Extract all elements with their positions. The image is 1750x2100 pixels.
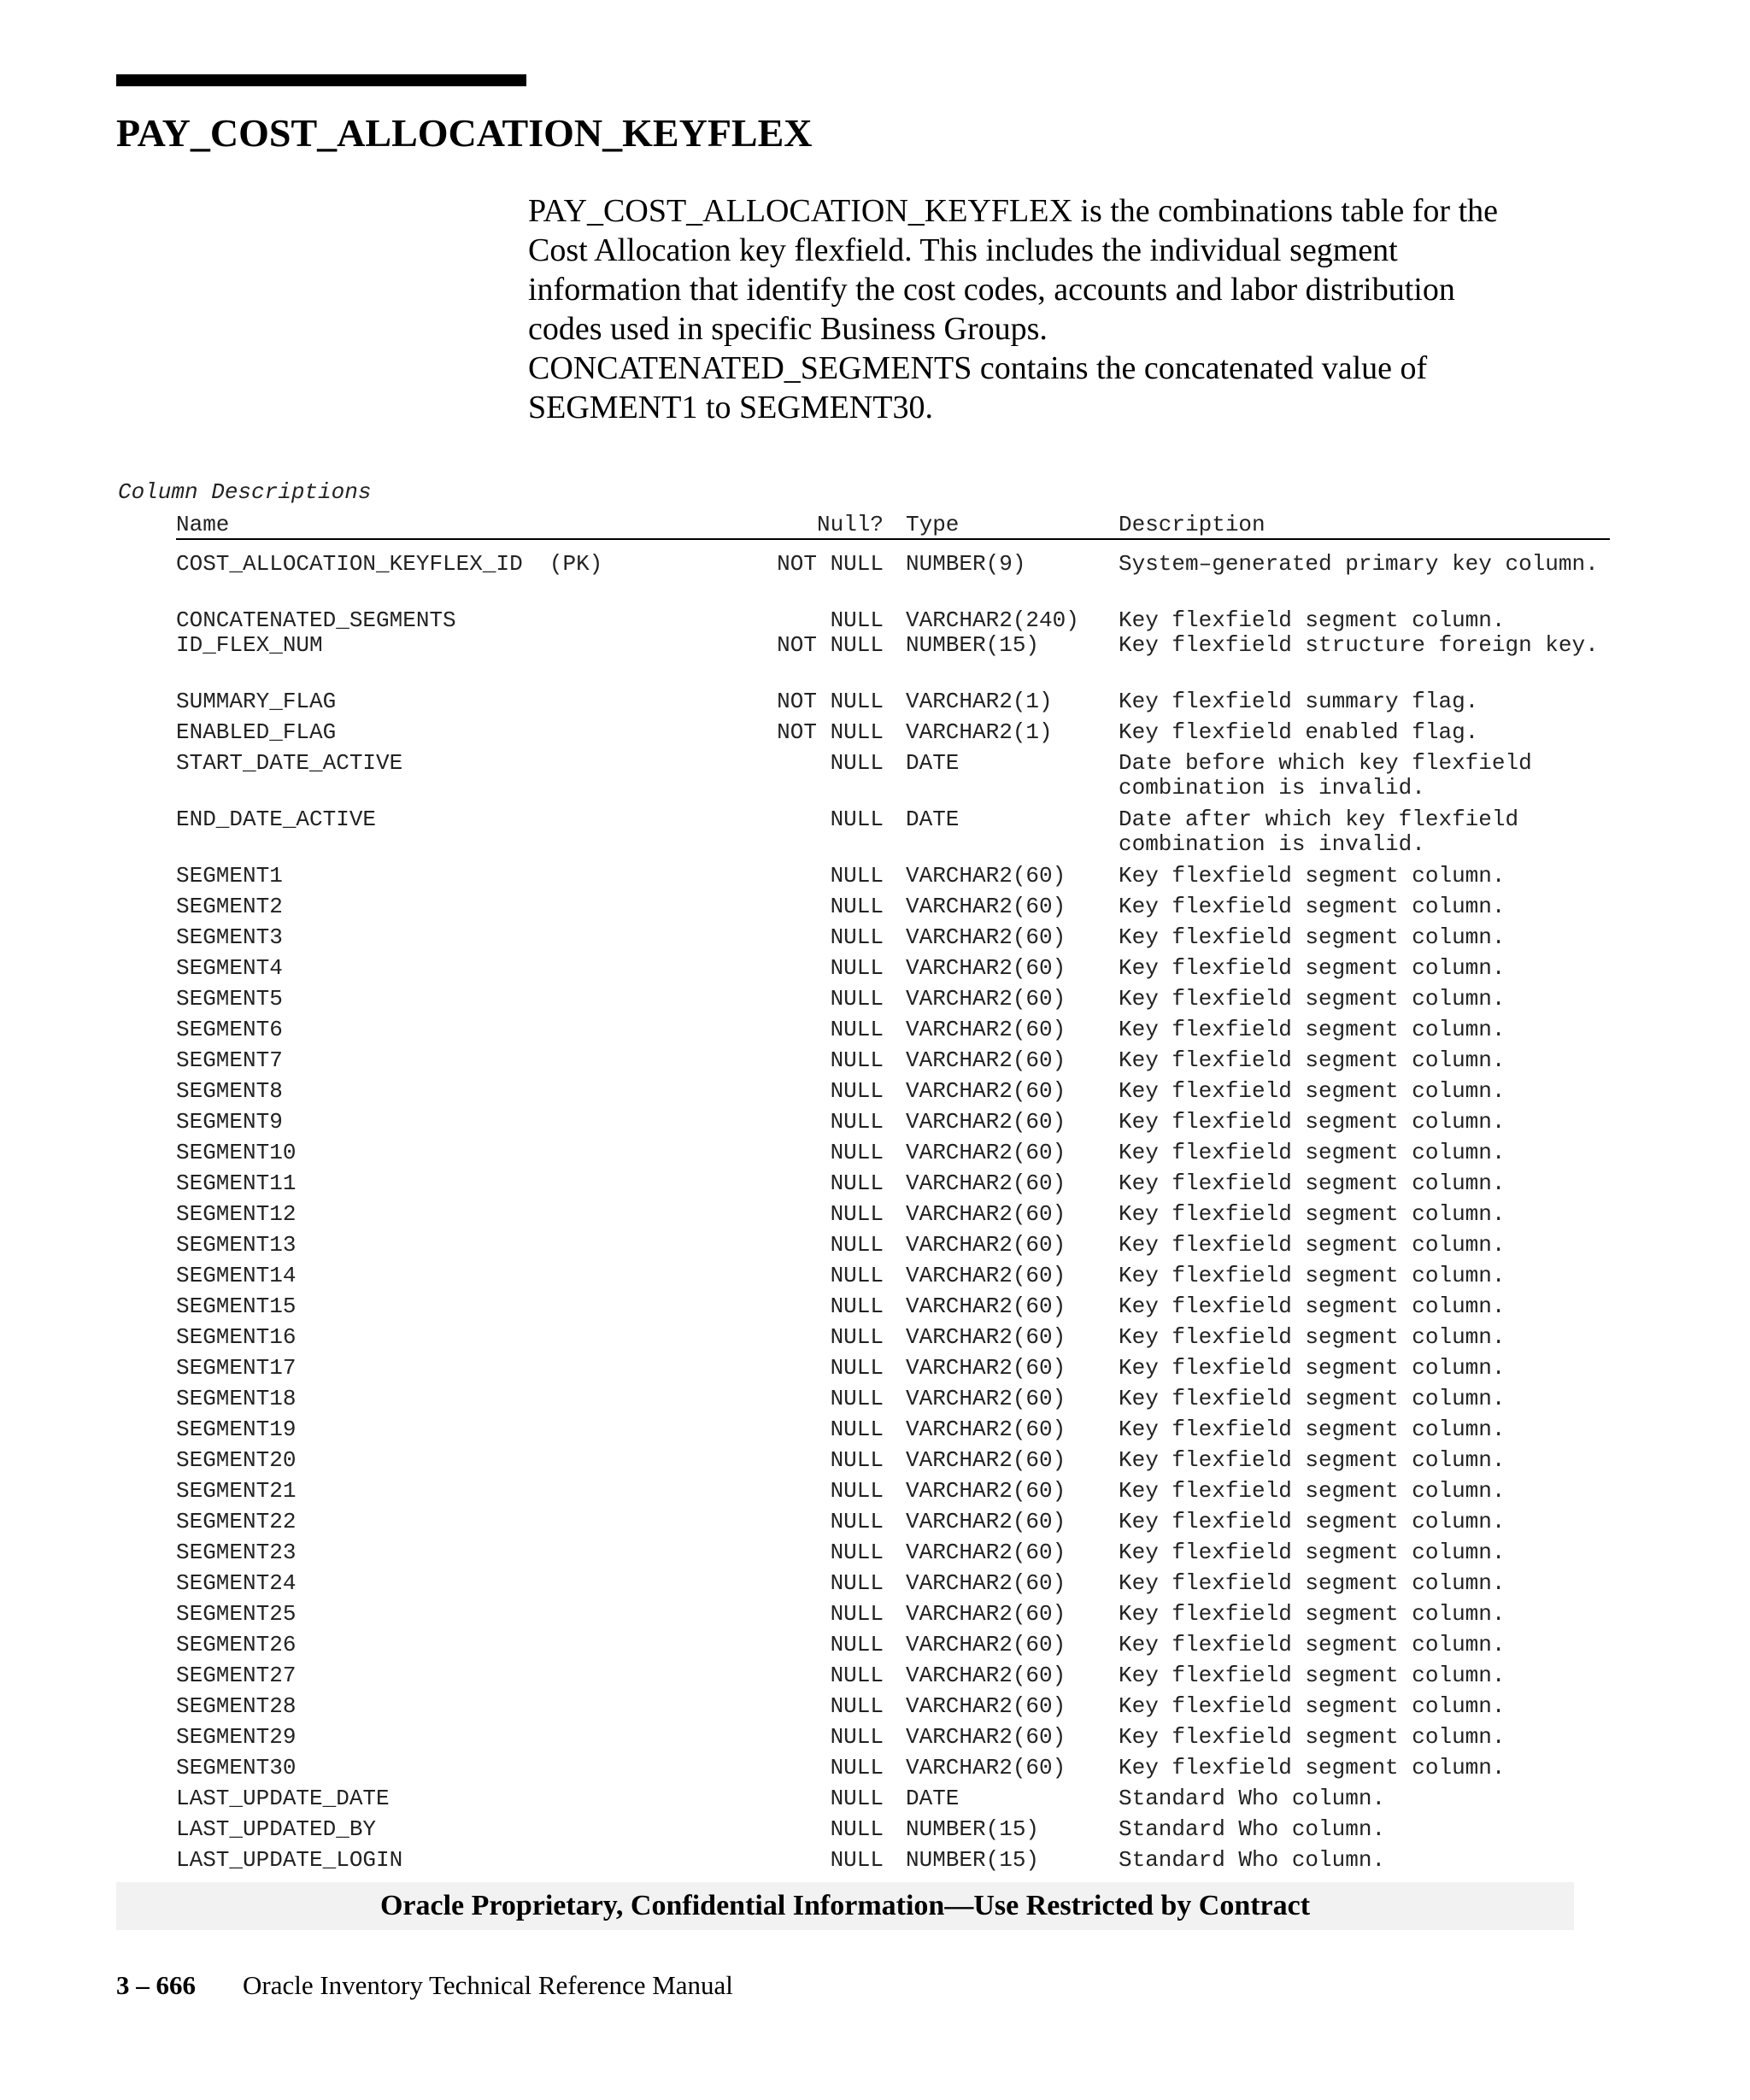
description-cell: Key flexfield segment column. xyxy=(1119,1140,1506,1165)
null-cell: NULL xyxy=(830,1570,884,1596)
null-cell: NULL xyxy=(830,1201,884,1227)
intro-line: SEGMENT1 to SEGMENT30. xyxy=(528,390,933,425)
null-cell: NULL xyxy=(830,955,884,981)
description-cell: Key flexfield segment column. xyxy=(1119,894,1506,919)
description-cell: Key flexfield segment column. xyxy=(1119,1386,1506,1411)
type-cell: VARCHAR2(60) xyxy=(906,1201,1066,1227)
column-name-cell: SEGMENT26 xyxy=(176,1632,297,1657)
null-cell: NULL xyxy=(830,1170,884,1196)
type-cell: VARCHAR2(60) xyxy=(906,1232,1066,1258)
column-name-cell: SEGMENT16 xyxy=(176,1324,297,1350)
type-cell: VARCHAR2(60) xyxy=(906,1355,1066,1381)
intro-line: Cost Allocation key flexfield. This includes the individual segment xyxy=(528,232,1398,268)
type-cell: VARCHAR2(60) xyxy=(906,986,1066,1012)
column-name-cell: SEGMENT2 xyxy=(176,894,283,919)
description-cell: Date after which key flexfield combination is invalid. xyxy=(1119,807,1519,857)
null-cell: NULL xyxy=(830,1509,884,1534)
description-cell: Key flexfield segment column. xyxy=(1119,1755,1506,1780)
column-name-cell: SEGMENT18 xyxy=(176,1386,297,1411)
column-name-cell: SEGMENT9 xyxy=(176,1109,283,1135)
type-cell: VARCHAR2(60) xyxy=(906,894,1066,919)
null-cell: NULL xyxy=(830,1109,884,1135)
type-cell: DATE xyxy=(906,807,960,832)
null-cell: NULL xyxy=(830,1017,884,1042)
intro-line: CONCATENATED_SEGMENTS contains the concatenated value of xyxy=(528,350,1428,386)
null-cell: NULL xyxy=(830,1417,884,1442)
description-cell: Key flexfield segment column. xyxy=(1119,1478,1506,1504)
column-name-cell: SEGMENT17 xyxy=(176,1355,297,1381)
type-cell: VARCHAR2(60) xyxy=(906,1663,1066,1688)
column-name-cell: SEGMENT3 xyxy=(176,924,283,950)
header-type: Type xyxy=(906,512,960,537)
description-cell: Key flexfield segment column. xyxy=(1119,1570,1506,1596)
type-cell: VARCHAR2(60) xyxy=(906,1170,1066,1196)
null-cell: NULL xyxy=(830,1386,884,1411)
null-cell: NULL xyxy=(830,807,884,832)
column-name-cell: SEGMENT23 xyxy=(176,1540,297,1565)
type-cell: DATE xyxy=(906,1786,960,1811)
type-cell: VARCHAR2(60) xyxy=(906,863,1066,889)
column-name-cell: SEGMENT22 xyxy=(176,1509,297,1534)
description-cell: Key flexfield segment column. xyxy=(1119,1417,1506,1442)
description-cell: Key flexfield segment column. xyxy=(1119,1663,1506,1688)
null-cell: NULL xyxy=(830,924,884,950)
description-cell: Key flexfield segment column. xyxy=(1119,1601,1506,1627)
description-cell: Key flexfield segment column. xyxy=(1119,1047,1506,1073)
type-cell: VARCHAR2(60) xyxy=(906,1293,1066,1319)
null-cell: NULL xyxy=(830,1263,884,1288)
column-name-cell: SEGMENT20 xyxy=(176,1447,297,1473)
null-cell: NOT NULL xyxy=(777,719,884,745)
null-cell: NULL xyxy=(830,607,884,633)
type-cell: VARCHAR2(60) xyxy=(906,1540,1066,1565)
null-cell: NULL xyxy=(830,1663,884,1688)
null-cell: NULL xyxy=(830,1478,884,1504)
header-null: Null? xyxy=(816,512,884,537)
description-cell: Key flexfield segment column. xyxy=(1119,1355,1506,1381)
type-cell: VARCHAR2(60) xyxy=(906,1601,1066,1627)
description-cell: Key flexfield summary flag. xyxy=(1119,689,1479,714)
column-name-cell: SEGMENT24 xyxy=(176,1570,297,1596)
column-name-cell: SEGMENT8 xyxy=(176,1078,283,1104)
description-cell: Standard Who column. xyxy=(1119,1847,1386,1873)
null-cell: NULL xyxy=(830,1355,884,1381)
null-cell: NULL xyxy=(830,1447,884,1473)
page-number: 3 – 666 xyxy=(116,1970,196,2000)
description-cell: Key flexfield segment column. xyxy=(1119,1232,1506,1258)
column-name-cell: START_DATE_ACTIVE xyxy=(176,750,403,776)
header-name: Name xyxy=(176,512,230,537)
null-cell: NOT NULL xyxy=(777,551,884,577)
description-cell: Key flexfield segment column. xyxy=(1119,1632,1506,1657)
null-cell: NULL xyxy=(830,1293,884,1319)
type-cell: VARCHAR2(60) xyxy=(906,1632,1066,1657)
column-name-cell: SEGMENT19 xyxy=(176,1417,297,1442)
null-cell: NULL xyxy=(830,1693,884,1719)
column-name-cell: SEGMENT25 xyxy=(176,1601,297,1627)
description-cell: System–generated primary key column. xyxy=(1119,551,1599,577)
confidential-notice: Oracle Proprietary, Confidential Information––Use Restricted by Contract xyxy=(116,1882,1574,1930)
column-name-cell: SEGMENT6 xyxy=(176,1017,283,1042)
type-cell: VARCHAR2(60) xyxy=(906,1755,1066,1780)
column-name-cell: SEGMENT4 xyxy=(176,955,283,981)
null-cell: NULL xyxy=(830,1786,884,1811)
description-cell: Key flexfield structure foreign key. xyxy=(1119,632,1599,658)
type-cell: VARCHAR2(60) xyxy=(906,924,1066,950)
header-description: Description xyxy=(1119,512,1266,537)
null-cell: NULL xyxy=(830,894,884,919)
column-name-cell: SEGMENT29 xyxy=(176,1724,297,1750)
description-cell: Key flexfield segment column. xyxy=(1119,1109,1506,1135)
description-cell: Key flexfield segment column. xyxy=(1119,924,1506,950)
column-name-cell: SEGMENT15 xyxy=(176,1293,297,1319)
description-cell: Key flexfield segment column. xyxy=(1119,1324,1506,1350)
intro-line: codes used in specific Business Groups. xyxy=(528,311,1048,347)
type-cell: VARCHAR2(60) xyxy=(906,1386,1066,1411)
null-cell: NOT NULL xyxy=(777,632,884,658)
type-cell: VARCHAR2(60) xyxy=(906,1509,1066,1534)
description-cell: Key flexfield segment column. xyxy=(1119,955,1506,981)
column-name-cell: ENABLED_FLAG xyxy=(176,719,337,745)
column-name-cell: LAST_UPDATE_LOGIN xyxy=(176,1847,403,1873)
null-cell: NULL xyxy=(830,1047,884,1073)
null-cell: NULL xyxy=(830,1078,884,1104)
description-cell: Key flexfield segment column. xyxy=(1119,986,1506,1012)
type-cell: NUMBER(15) xyxy=(906,632,1040,658)
column-name-cell: SEGMENT12 xyxy=(176,1201,297,1227)
description-cell: Standard Who column. xyxy=(1119,1786,1386,1811)
book-title: Oracle Inventory Technical Reference Manual xyxy=(243,1970,733,2000)
null-cell: NULL xyxy=(830,750,884,776)
null-cell: NULL xyxy=(830,1632,884,1657)
intro-line: information that identify the cost codes, accounts and labor distribution xyxy=(528,272,1455,308)
type-cell: VARCHAR2(60) xyxy=(906,1447,1066,1473)
column-name-cell: ID_FLEX_NUM xyxy=(176,632,323,658)
description-cell: Key flexfield segment column. xyxy=(1119,1201,1506,1227)
type-cell: VARCHAR2(60) xyxy=(906,1109,1066,1135)
null-cell: NULL xyxy=(830,1324,884,1350)
column-name-cell: SEGMENT27 xyxy=(176,1663,297,1688)
description-cell: Key flexfield segment column. xyxy=(1119,1693,1506,1719)
null-cell: NULL xyxy=(830,1140,884,1165)
null-cell: NULL xyxy=(830,1601,884,1627)
null-cell: NULL xyxy=(830,1847,884,1873)
column-name-cell: SEGMENT11 xyxy=(176,1170,297,1196)
column-name-cell: SUMMARY_FLAG xyxy=(176,689,337,714)
description-cell: Key flexfield segment column. xyxy=(1119,1724,1506,1750)
description-cell: Key flexfield segment column. xyxy=(1119,863,1506,889)
type-cell: VARCHAR2(1) xyxy=(906,689,1053,714)
type-cell: VARCHAR2(60) xyxy=(906,1324,1066,1350)
description-cell: Key flexfield segment column. xyxy=(1119,1540,1506,1565)
column-name-cell: CONCATENATED_SEGMENTS xyxy=(176,607,456,633)
type-cell: DATE xyxy=(906,750,960,776)
column-name-cell: SEGMENT1 xyxy=(176,863,283,889)
description-cell: Key flexfield segment column. xyxy=(1119,1293,1506,1319)
type-cell: VARCHAR2(60) xyxy=(906,1478,1066,1504)
description-cell: Key flexfield enabled flag. xyxy=(1119,719,1479,745)
description-cell: Key flexfield segment column. xyxy=(1119,607,1506,633)
type-cell: VARCHAR2(60) xyxy=(906,1570,1066,1596)
description-cell: Key flexfield segment column. xyxy=(1119,1017,1506,1042)
type-cell: VARCHAR2(60) xyxy=(906,1693,1066,1719)
page-title: PAY_COST_ALLOCATION_KEYFLEX xyxy=(116,111,813,155)
type-cell: VARCHAR2(60) xyxy=(906,1417,1066,1442)
column-name-cell: SEGMENT13 xyxy=(176,1232,297,1258)
type-cell: NUMBER(15) xyxy=(906,1847,1040,1873)
type-cell: NUMBER(15) xyxy=(906,1816,1040,1842)
null-cell: NULL xyxy=(830,863,884,889)
column-name-cell: LAST_UPDATED_BY xyxy=(176,1816,377,1842)
type-cell: VARCHAR2(60) xyxy=(906,1140,1066,1165)
column-name-cell: SEGMENT21 xyxy=(176,1478,297,1504)
null-cell: NULL xyxy=(830,986,884,1012)
description-cell: Key flexfield segment column. xyxy=(1119,1170,1506,1196)
type-cell: VARCHAR2(60) xyxy=(906,1017,1066,1042)
column-name-cell: SEGMENT7 xyxy=(176,1047,283,1073)
null-cell: NULL xyxy=(830,1232,884,1258)
type-cell: NUMBER(9) xyxy=(906,551,1026,577)
type-cell: VARCHAR2(60) xyxy=(906,1078,1066,1104)
column-name-cell: SEGMENT5 xyxy=(176,986,283,1012)
type-cell: VARCHAR2(60) xyxy=(906,1724,1066,1750)
description-cell: Standard Who column. xyxy=(1119,1816,1386,1842)
description-cell: Key flexfield segment column. xyxy=(1119,1509,1506,1534)
column-name-cell: SEGMENT28 xyxy=(176,1693,297,1719)
null-cell: NULL xyxy=(830,1816,884,1842)
description-cell: Key flexfield segment column. xyxy=(1119,1078,1506,1104)
null-cell: NOT NULL xyxy=(777,689,884,714)
type-cell: VARCHAR2(240) xyxy=(906,607,1079,633)
type-cell: VARCHAR2(60) xyxy=(906,1263,1066,1288)
type-cell: VARCHAR2(60) xyxy=(906,1047,1066,1073)
null-cell: NULL xyxy=(830,1724,884,1750)
description-cell: Key flexfield segment column. xyxy=(1119,1447,1506,1473)
type-cell: VARCHAR2(60) xyxy=(906,955,1066,981)
description-cell: Key flexfield segment column. xyxy=(1119,1263,1506,1288)
column-name-cell: COST_ALLOCATION_KEYFLEX_ID (PK) xyxy=(176,551,603,577)
column-name-cell: SEGMENT10 xyxy=(176,1140,297,1165)
null-cell: NULL xyxy=(830,1540,884,1565)
column-name-cell: LAST_UPDATE_DATE xyxy=(176,1786,390,1811)
description-cell: Date before which key flexfield combination is invalid. xyxy=(1119,750,1532,801)
column-name-cell: SEGMENT30 xyxy=(176,1755,297,1780)
column-name-cell: END_DATE_ACTIVE xyxy=(176,807,377,832)
column-name-cell: SEGMENT14 xyxy=(176,1263,297,1288)
type-cell: VARCHAR2(1) xyxy=(906,719,1053,745)
null-cell: NULL xyxy=(830,1755,884,1780)
column-descriptions-heading: Column Descriptions xyxy=(118,479,372,505)
intro-line: PAY_COST_ALLOCATION_KEYFLEX is the combinations table for the xyxy=(528,193,1499,229)
